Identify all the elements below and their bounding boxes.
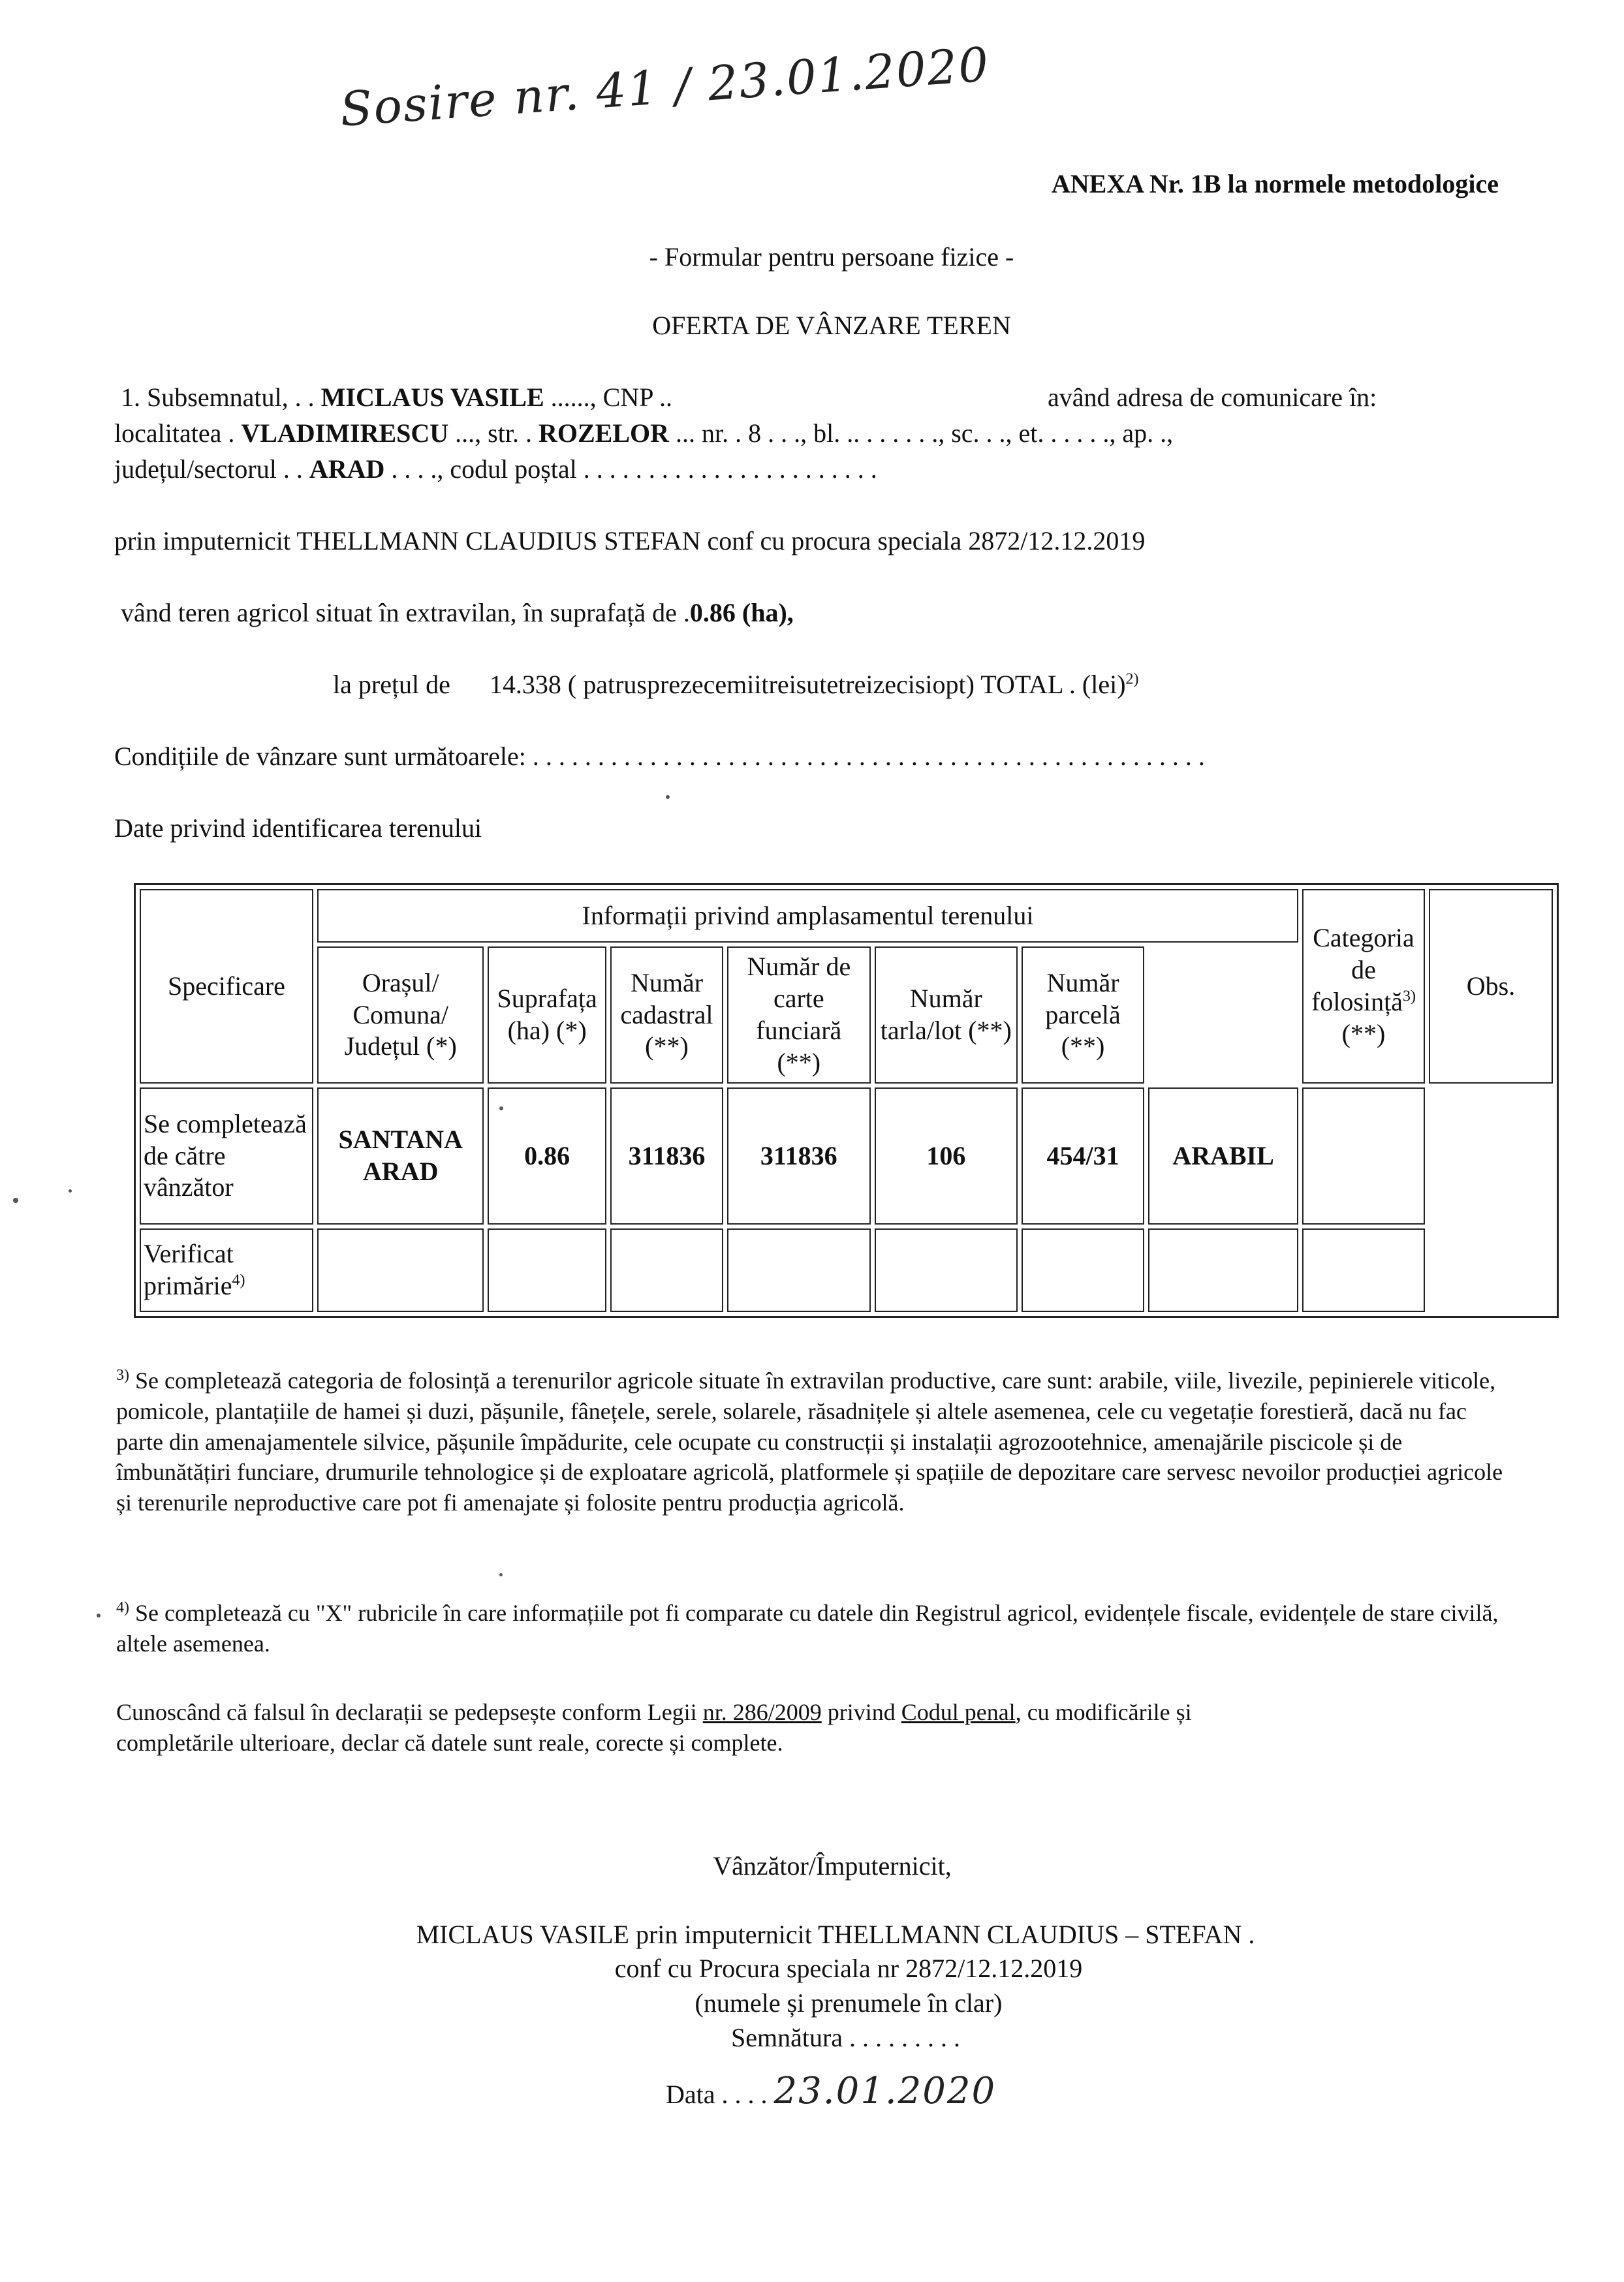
seller-name: MICLAUS VASILE [320,383,544,412]
scan-speck [69,1189,72,1193]
cell-empty [1148,1228,1298,1312]
footnote-3-text: Se completează categoria de folosință a terenurilor agricole situate în extravilan productive, care sunt: arabile, viile, livezile, pepinierele viticole, pomicole, plantațiile de hamei și duzi, pășunile, fânețele, serele, solarele, răsadnițele și altele asemenea, cele cu vegetație forestieră, dacă nu fac parte din amenajamentele silvice, pășunile împădurite, cele ocupate cu construcții și instalații agrozootehnice, amenajările piscicole și de îmbunătățiri funciare, drumurile tehnologice și de exploatare agricolă, platformele și spațiile de depozitare care servesc nevoilor producției agricole și terenurile neproductive care pot fi amenajate și folosite pentru producția agricolă. [116,1368,1503,1516]
seller-identity-line-2 [114,418,1550,450]
header-parcel-number: Număr parcelă (**) [1022,946,1144,1084]
cell-obs [1302,1087,1425,1225]
header-land-book-number: Număr de carte funciară (**) [727,946,871,1084]
footnote-3 [116,1366,1513,1518]
header-location-info: Informații privind amplasamentul terenului [317,889,1298,943]
form-type: - Formular pentru persoane fizice - [649,242,1014,272]
footnote-4 [116,1598,1513,1659]
cell-usage-category: ARABIL [1148,1087,1298,1225]
item-number-label: 1. Subsemnatul, [121,383,289,412]
cell-cadastral-number: 311836 [610,1087,723,1225]
signatory-caption: (numele și prenumele în clar) [695,1988,1003,2018]
cell-parcel-number: 454/31 [1022,1087,1144,1225]
price-line [333,669,1139,701]
cell-empty [1022,1228,1144,1312]
land-data-table-wrap [134,883,1559,1318]
handwritten-registration-note: Sosire nr. 41 / 23.01.2020 [338,37,992,137]
row-label-verified-text: Verificat primărie [144,1239,234,1300]
declaration-text-4: completările ulterioare, declar că datele sunt reale, corecte și complete. [116,1729,783,1756]
scan-speck [499,1106,503,1110]
usage-category-footnote-ref: 3) [1402,988,1416,1005]
sale-area-value: 0.86 (ha), [689,598,794,627]
date-handwritten: 23.01.2020 [773,2070,997,2112]
scan-speck [97,1614,101,1618]
street-value: ROZELOR [538,418,669,448]
declaration-text-1: Cunoscând că falsul în declarații se pedepsește conform Legii [116,1699,697,1725]
cell-area: 0.86 [488,1087,606,1225]
cell-empty [610,1228,723,1312]
cell-city: SANTANA ARAD [317,1087,484,1225]
sale-conditions: Condițiile de vânzare sunt următoarele: . . . . . . . . . . . . . . . . . . . . . . . . . . . . . . . . . . . . . . . . . . . . . . . . . . . . [114,742,1205,771]
declaration [116,1697,1513,1758]
cell-empty [488,1228,606,1312]
date-field [666,2069,996,2114]
signatory-power-of-attorney: conf cu Procura speciala nr 2872/12.12.2019 [614,1954,1083,1983]
annex-title: ANEXA Nr. 1B la normele metodologice [1051,169,1499,198]
header-usage-category [1302,889,1425,1084]
seller-identity-line-3 [114,454,1550,486]
law-link[interactable]: nr. 286/2009 [702,1699,822,1725]
table-row [140,1228,1553,1312]
cell-empty [875,1228,1018,1312]
header-city: Orașul/ Comuna/ Județul (*) [317,946,484,1084]
form-title: OFERTA DE VÂNZARE TEREN [652,311,1011,340]
header-usage-category-mark: (**) [1341,1018,1386,1048]
scan-speck [13,1198,18,1203]
header-cadastral-number: Număr cadastral (**) [610,946,723,1084]
cell-empty [727,1228,871,1312]
county-label: județul/sectorul . . [114,454,303,484]
table-row [140,1087,1553,1225]
date-label: Data . . . . [666,2080,768,2109]
sale-area-label: vând teren agricol situat în extravilan, în suprafață de . [121,598,690,627]
signature-label: Semnătura . . . . . . . . . [731,2023,961,2052]
cell-land-book-number: 311836 [727,1087,871,1225]
footnote-4-marker: 4) [116,1599,129,1616]
seller-identity-line-1: 1. Subsemnatul, . . MICLAUS VASILE ......, CNP .. având adresa de comunicare în: [121,382,1524,414]
street-label: ..., str. . [455,418,532,448]
signatory-name: MICLAUS VASILE prin imputernicit THELLMANN CLAUDIUS – STEFAN . [416,1920,1255,1949]
postal-code-label: . . . ., codul poștal . . . . . . . . . . . . . . . . . . . . . . . [391,454,877,484]
proxy-line: prin imputernicit THELLMANN CLAUDIUS STEFAN conf cu procura speciala 2872/12.12.2019 [114,526,1146,555]
cnp-label: ......, CNP .. [550,383,672,412]
footnote-3-marker: 3) [116,1367,129,1384]
price-value: 14.338 ( patrusprezecemiitreisutetreizecisiopt) TOTAL . (lei) [489,670,1126,699]
row-label-seller: Se completează de către vânzător [140,1087,313,1225]
cell-tarla-lot: 106 [875,1087,1018,1225]
declaration-text-3: , cu modificările și [1015,1699,1192,1725]
cell-empty [317,1228,484,1312]
price-label: la prețul de [333,670,450,699]
county-value: ARAD [309,454,385,484]
header-tarla-lot: Număr tarla/lot (**) [875,946,1018,1084]
row-label-verified [140,1228,313,1312]
declaration-text-2: privind [827,1699,896,1725]
cell-empty [1302,1228,1425,1312]
header-usage-category-label: Categoria de folosință [1311,923,1414,1016]
footnote-4-text: Se completează cu "X" rubricile în care informațiile pot fi comparate cu datele din Registrul agricol, evidențele fiscale, evidențele de stare civilă, altele asemenea. [116,1600,1499,1657]
address-intro: având adresa de comunicare în: [1048,383,1377,412]
verified-footnote-ref: 4) [232,1272,245,1289]
locality-value: VLADIMIRESCU [241,418,449,448]
locality-label: localitatea . [114,418,235,448]
seller-title: Vânzător/Împuternicit, [713,1851,952,1881]
land-identification-heading: Date privind identificarea terenului [114,813,482,843]
address-rest: ... nr. . 8 . . ., bl. .. . . . . . ., sc. . ., et. . . . . ., ap. ., [676,418,1174,448]
sale-area-line [121,597,794,629]
header-area: Suprafața (ha) (*) [488,946,606,1084]
header-obs: Obs. [1429,889,1553,1084]
price-footnote-ref: 2) [1125,670,1139,688]
scan-speck [499,1573,503,1576]
scan-speck [666,795,670,799]
penal-code-link[interactable]: Codul penal [901,1699,1016,1725]
header-specificare: Specificare [140,889,313,1084]
land-data-table [134,883,1559,1318]
